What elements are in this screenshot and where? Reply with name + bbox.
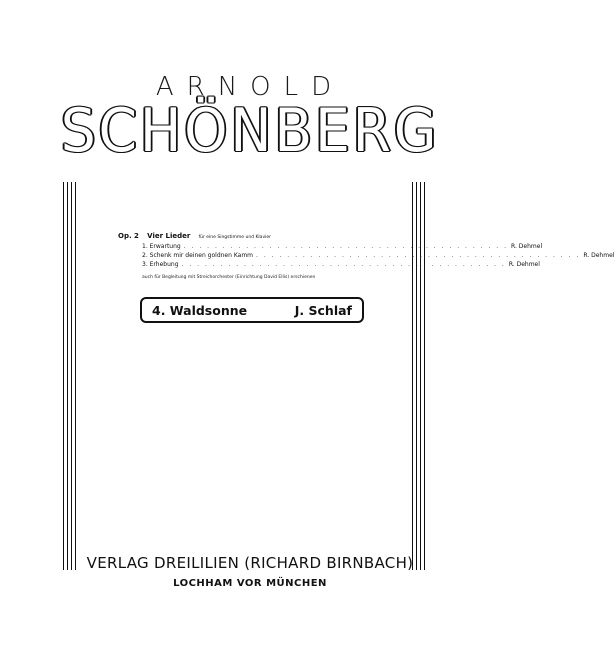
list-item [118,260,540,269]
highlighted-song-poet: J. Schlaf [294,302,352,318]
cycle-title: Vier Lieder [147,232,191,240]
list-item [118,242,543,251]
song-title: 1. Erwartung [142,243,181,250]
publisher-place: LOCHHAM VOR MÜNCHEN [173,578,327,589]
left-decorative-rules [63,182,77,570]
leader-dots: . . . . . . . . . . . . . . . . . . . . . . . . . . . . . . . . . . . . . . . . . . [256,252,581,259]
song-title: 2. Schenk mir deinen goldnen Kamm [142,252,254,259]
publisher-name: VERLAG DREILILIEN (RICHARD BIRNBACH) [86,554,414,572]
orchestration-note: auch für Begleitung mit Streichorchester (Einrichtung David Ellis) erschienen [142,275,316,280]
song-poet: R. Dehmel [508,261,540,268]
song-poet: R. Dehmel [511,243,543,250]
list-item [118,251,614,260]
song-poet: R. Dehmel [583,252,614,259]
contents-list [118,232,614,281]
cycle-subtitle: für eine Singstimme und Klavier [198,235,271,240]
right-decorative-rules [412,182,426,570]
composer-first-name: ARNOLD [155,72,345,102]
opus-heading [118,232,380,242]
opus-number: Op. 2 [118,232,139,240]
highlighted-song-box [140,297,364,323]
highlighted-song-title: 4. Waldsonne [152,302,248,318]
leader-dots: . . . . . . . . . . . . . . . . . . . . . . . . . . . . . . . . . . . . . . . . . . [183,243,509,250]
leader-dots: . . . . . . . . . . . . . . . . . . . . . . . . . . . . . . . . . . . . . . . . . . [181,261,506,268]
song-title: 3. Erhebung [142,261,179,268]
composer-last-name: SCHÖNBERG [60,96,440,166]
